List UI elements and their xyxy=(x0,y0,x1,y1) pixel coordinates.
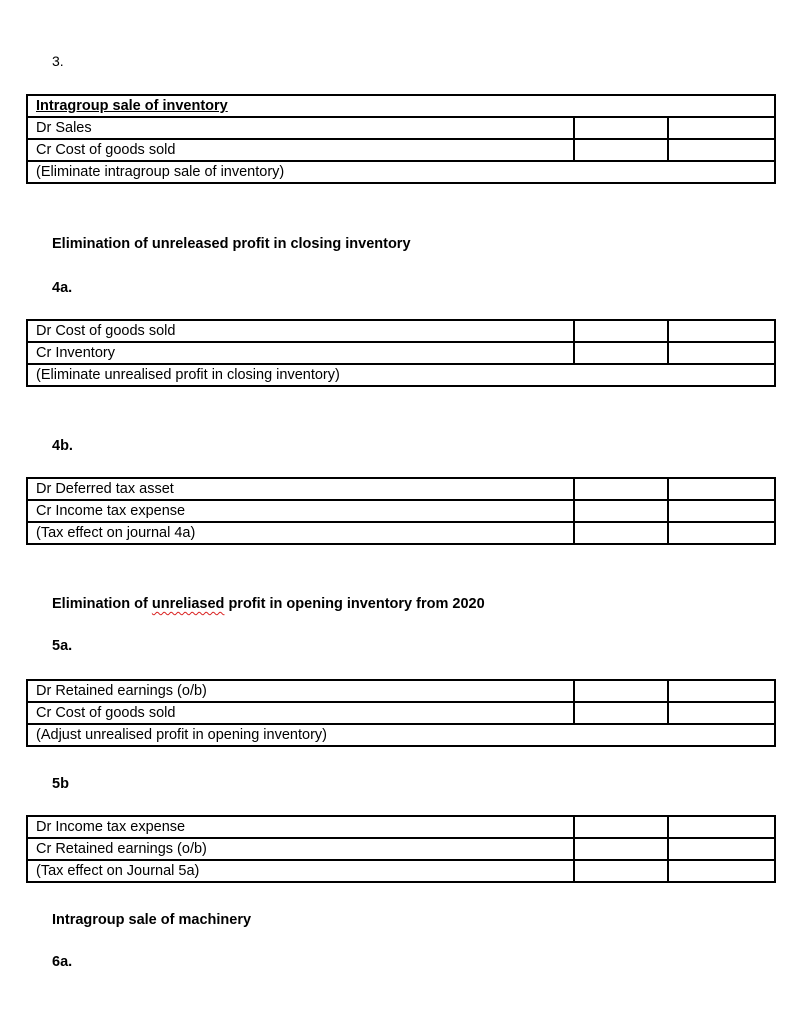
table-row xyxy=(27,342,775,364)
credit-cell[interactable] xyxy=(668,860,775,882)
debit-cell[interactable] xyxy=(574,522,668,544)
journal-label-5b: 5b xyxy=(52,776,69,792)
narration-cell: (Adjust unrealised profit in opening inventory) xyxy=(27,724,775,746)
debit-cell[interactable] xyxy=(574,816,668,838)
section-heading-4: Elimination of unreleased profit in closing inventory xyxy=(52,236,411,252)
account-cell: Dr Sales xyxy=(27,117,574,139)
credit-cell[interactable] xyxy=(668,500,775,522)
section-heading-5 xyxy=(52,596,485,612)
journal-table-4a xyxy=(26,319,776,387)
credit-cell[interactable] xyxy=(668,838,775,860)
journal-label-5a: 5a. xyxy=(52,638,73,654)
debit-cell[interactable] xyxy=(574,117,668,139)
table-row xyxy=(27,838,775,860)
credit-cell[interactable] xyxy=(668,816,775,838)
debit-cell[interactable] xyxy=(574,838,668,860)
credit-cell[interactable] xyxy=(668,320,775,342)
account-cell: Dr Retained earnings (o/b) xyxy=(27,680,574,702)
account-cell: Dr Income tax expense xyxy=(27,816,574,838)
narration-cell: (Tax effect on journal 4a) xyxy=(27,522,574,544)
table-row xyxy=(27,364,775,386)
question-number: 3. xyxy=(52,53,64,69)
table-row xyxy=(27,724,775,746)
table-row xyxy=(27,320,775,342)
credit-cell[interactable] xyxy=(668,342,775,364)
table-row xyxy=(27,139,775,161)
credit-cell[interactable] xyxy=(668,702,775,724)
misspelled-word[interactable]: unreliased xyxy=(151,596,225,612)
account-cell: Cr Inventory xyxy=(27,342,574,364)
table-title: Intragroup sale of inventory xyxy=(36,98,228,114)
account-cell: Dr Cost of goods sold xyxy=(27,320,574,342)
narration-cell: (Tax effect on Journal 5a) xyxy=(27,860,574,882)
table-row xyxy=(27,680,775,702)
account-cell: Cr Cost of goods sold xyxy=(27,702,574,724)
table-row xyxy=(27,816,775,838)
debit-cell[interactable] xyxy=(574,680,668,702)
credit-cell[interactable] xyxy=(668,478,775,500)
account-cell: Dr Deferred tax asset xyxy=(27,478,574,500)
journal-table-4b xyxy=(26,477,776,545)
credit-cell[interactable] xyxy=(668,680,775,702)
debit-cell[interactable] xyxy=(574,478,668,500)
journal-label-4b: 4b. xyxy=(52,438,73,454)
table-title-cell xyxy=(27,95,775,117)
heading-text-pre: Elimination of xyxy=(52,596,152,612)
table-row xyxy=(27,161,775,183)
table-row xyxy=(27,860,775,882)
debit-cell[interactable] xyxy=(574,139,668,161)
account-cell: Cr Cost of goods sold xyxy=(27,139,574,161)
narration-cell: (Eliminate intragroup sale of inventory) xyxy=(27,161,775,183)
credit-cell[interactable] xyxy=(668,522,775,544)
table-row xyxy=(27,95,775,117)
journal-label-4a: 4a. xyxy=(52,280,73,296)
table-row xyxy=(27,478,775,500)
table-row xyxy=(27,702,775,724)
journal-table-3 xyxy=(26,94,776,184)
credit-cell[interactable] xyxy=(668,139,775,161)
credit-cell[interactable] xyxy=(668,117,775,139)
debit-cell[interactable] xyxy=(574,702,668,724)
account-cell: Cr Retained earnings (o/b) xyxy=(27,838,574,860)
narration-cell: (Eliminate unrealised profit in closing inventory) xyxy=(27,364,775,386)
section-heading-6: Intragroup sale of machinery xyxy=(52,912,252,928)
debit-cell[interactable] xyxy=(574,860,668,882)
debit-cell[interactable] xyxy=(574,342,668,364)
debit-cell[interactable] xyxy=(574,320,668,342)
table-row xyxy=(27,117,775,139)
account-cell: Cr Income tax expense xyxy=(27,500,574,522)
journal-label-6a: 6a. xyxy=(52,954,73,970)
journal-table-5b xyxy=(26,815,776,883)
heading-text-post: profit in opening inventory from 2020 xyxy=(224,596,485,612)
journal-table-5a xyxy=(26,679,776,747)
table-row xyxy=(27,500,775,522)
debit-cell[interactable] xyxy=(574,500,668,522)
table-row xyxy=(27,522,775,544)
